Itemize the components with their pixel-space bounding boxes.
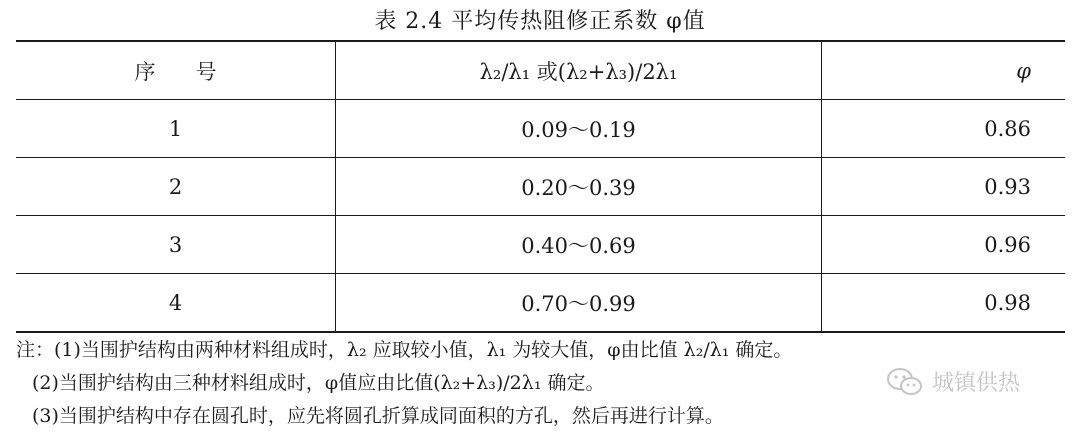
- correction-table: [16, 40, 1065, 333]
- header-index-label: 序号: [134, 59, 257, 84]
- cell-range: 0.70～0.99: [336, 274, 822, 333]
- wechat-icon: [886, 367, 924, 397]
- header-phi: [822, 41, 1066, 100]
- note-1: 注：(1)当围护结构由两种材料组成时，λ₂ 应取较小值，λ₁ 为较大值，φ由比值 λ₂/λ₁ 确定。: [16, 339, 793, 361]
- note-3: (3)当围护结构中存在圆孔时，应先将圆孔折算成同面积的方孔，然后再进行计算。: [32, 405, 724, 427]
- cell-index: 2: [16, 158, 336, 216]
- cell-range: 0.09～0.19: [336, 100, 822, 158]
- header-phi-label: φ: [1016, 58, 1031, 83]
- watermark-text: 城镇供热: [932, 371, 1021, 396]
- cell-index: 1: [16, 100, 336, 158]
- correction-table-wrapper: [16, 40, 1065, 333]
- cell-phi: 0.93: [822, 158, 1066, 216]
- table-header-row: [16, 41, 1065, 100]
- cell-phi: 0.96: [822, 216, 1066, 274]
- table-row: [16, 158, 1065, 216]
- cell-phi: 0.86: [822, 100, 1066, 158]
- table-caption: 表 2.4 平均传热阻修正系数 φ值: [374, 9, 706, 34]
- header-index: [16, 41, 336, 100]
- cell-range: 0.40～0.69: [336, 216, 822, 274]
- cell-phi: 0.98: [984, 290, 1031, 315]
- cell-range: 0.20～0.39: [336, 158, 822, 216]
- watermark: [886, 366, 1020, 397]
- note-2: (2)当围护结构由三种材料组成时，φ值应由比值(λ₂+λ₃)/2λ₁ 确定。: [32, 372, 605, 394]
- cell-index: 3: [16, 216, 336, 274]
- table-row: [16, 100, 1065, 158]
- table-row: [16, 274, 1065, 333]
- cell-index: 4: [16, 274, 336, 333]
- header-range: λ₂/λ₁ 或(λ₂+λ₃)/2λ₁: [336, 41, 822, 100]
- table-row: [16, 216, 1065, 274]
